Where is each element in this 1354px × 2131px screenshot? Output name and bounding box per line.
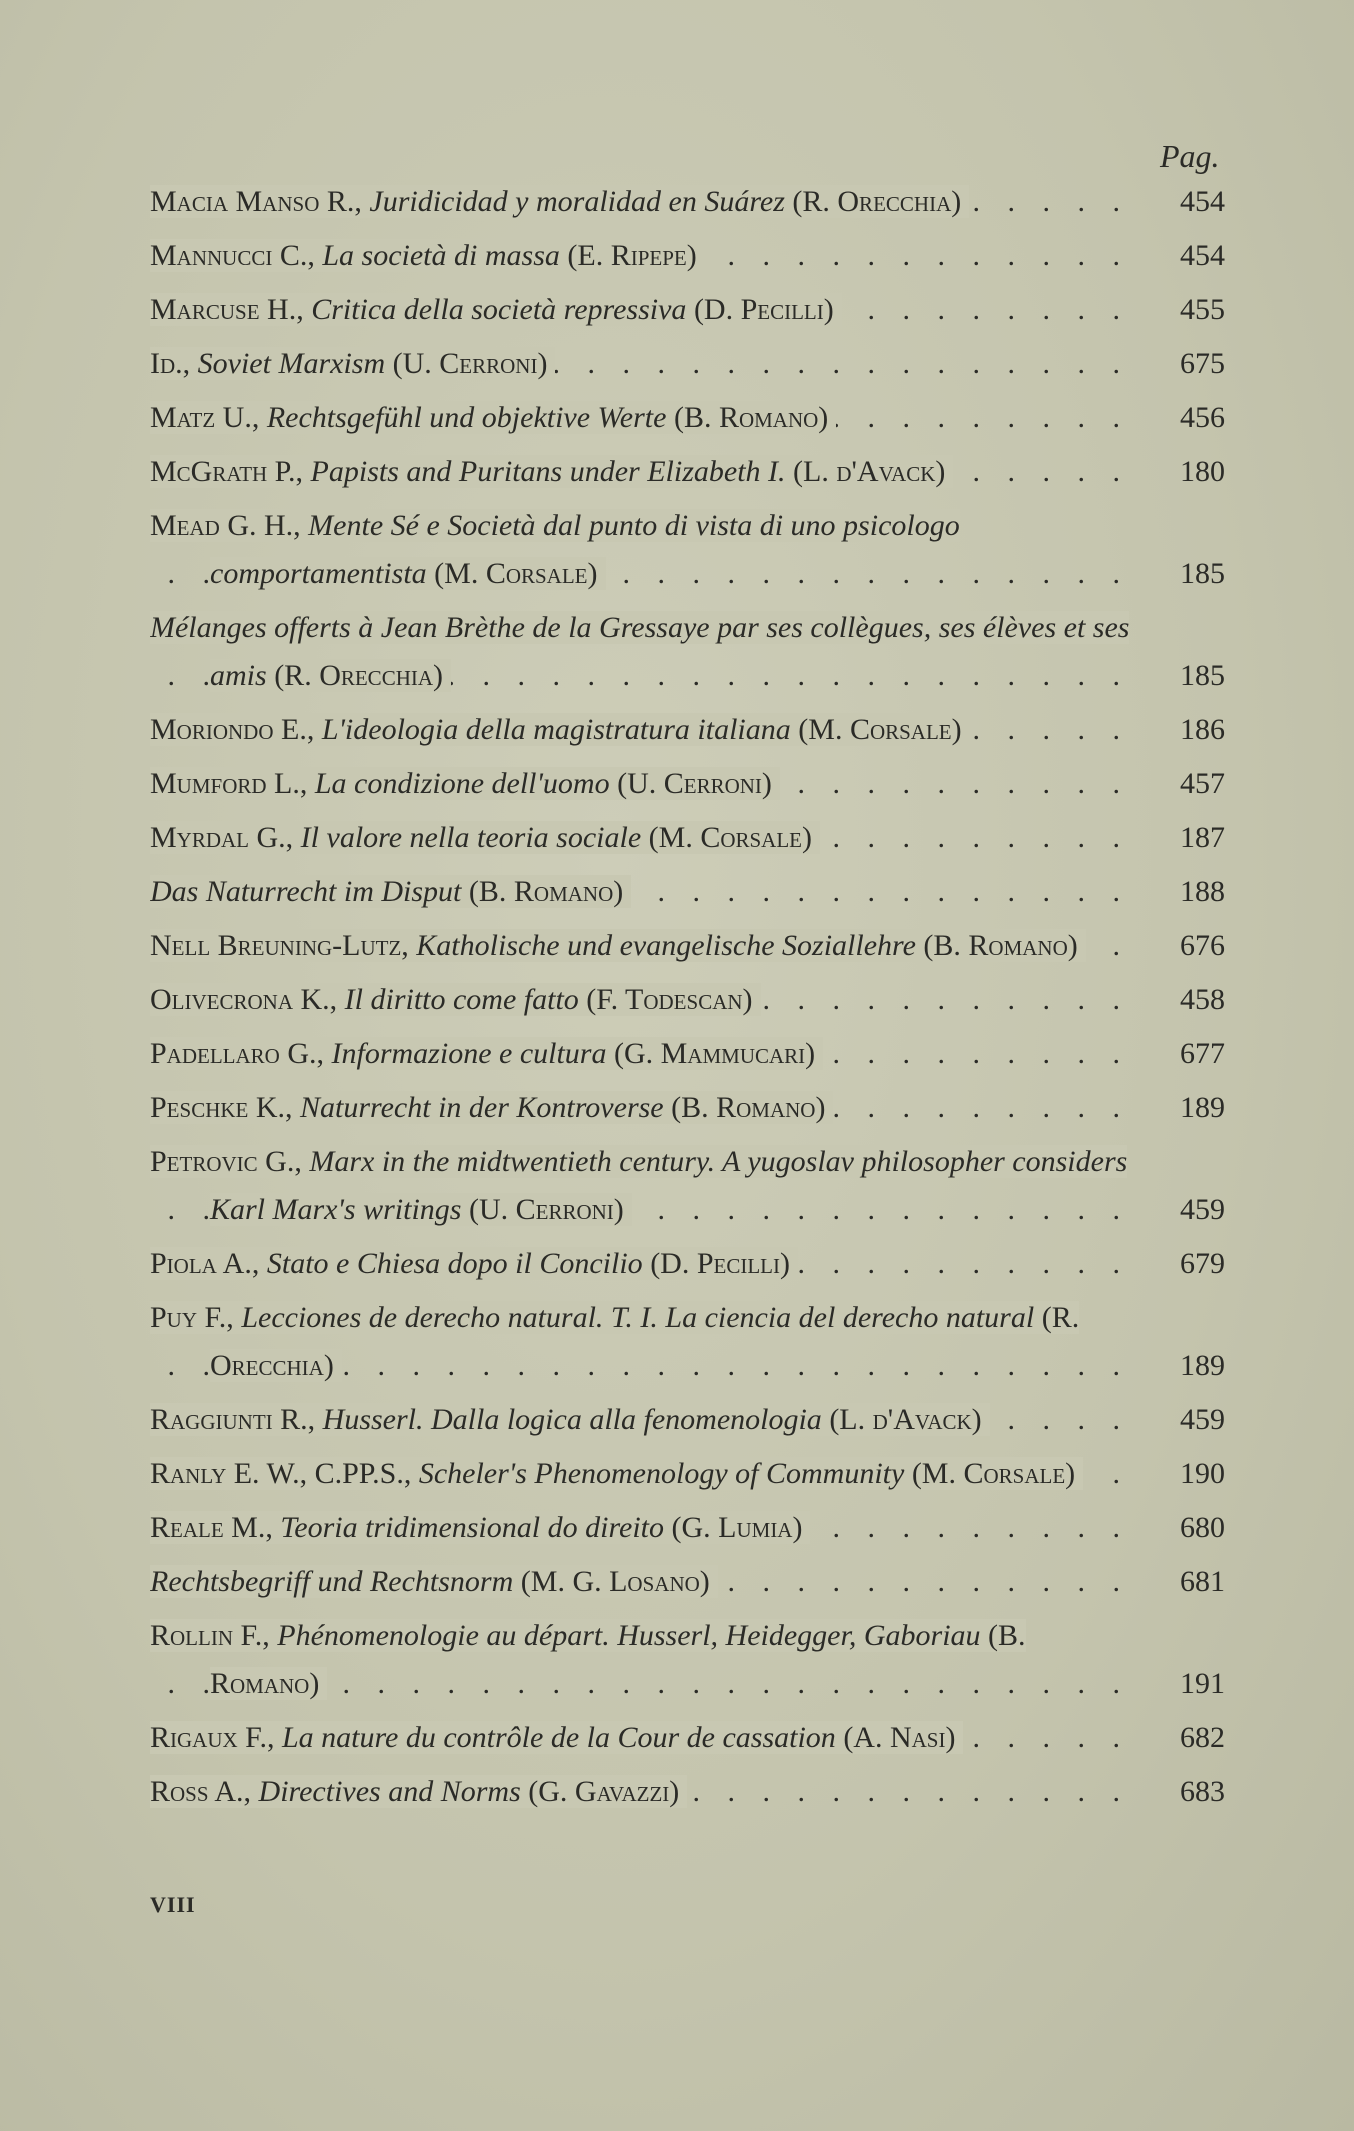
entry-page-number: 191 (1180, 1667, 1225, 1700)
entry-page-number: 455 (1180, 293, 1225, 326)
entry-text (150, 347, 555, 380)
entry-page-number: 456 (1180, 401, 1225, 434)
entry-title: L'ideologia della magistratura italiana (321, 713, 791, 746)
entry-reviewer: (B. Romano) (673, 401, 829, 434)
entry-page-number: 457 (1180, 767, 1225, 800)
entry-page-number: 187 (1180, 821, 1225, 854)
entry-page-number: 189 (1180, 1091, 1225, 1124)
entry-title: Papists and Puritans under Elizabeth I. (310, 455, 786, 488)
entry-text (150, 767, 780, 800)
entry-author: Mannucci C., (150, 239, 315, 272)
index-entry (150, 1030, 1225, 1078)
entry-text (150, 1721, 963, 1754)
entry-text (150, 293, 842, 326)
entry-reviewer: (M. Corsale) (911, 1457, 1076, 1490)
entry-text (150, 509, 960, 590)
entry-title: Il diritto come fatto (344, 983, 579, 1016)
index-entry (150, 1714, 1225, 1762)
index-entry (150, 868, 1225, 916)
entry-page-number: 675 (1180, 347, 1225, 380)
entry-reviewer: (G. Mammucari) (613, 1037, 816, 1070)
entry-title: Soviet Marxism (197, 347, 386, 380)
entry-title: Lecciones de derecho natural. T. I. La ciencia del derecho natural (241, 1301, 1035, 1334)
entry-title: Mélanges offerts à Jean Brèthe de la Gressaye par ses collègues, ses élèves et ses amis (150, 611, 1130, 692)
entry-author: Olivecrona K., (150, 983, 338, 1016)
entry-text (150, 1565, 718, 1598)
entry-page-number: 459 (1180, 1193, 1225, 1226)
entry-author: Nell Breuning-Lutz, (150, 929, 409, 962)
entry-text (150, 1037, 823, 1070)
entry-reviewer: (G. Lumia) (671, 1511, 803, 1544)
entry-author: Raggiunti R., (150, 1403, 316, 1436)
entry-author: Petrovic G., (150, 1145, 302, 1178)
entry-page-number: 185 (1180, 659, 1225, 692)
entry-author: Matz U., (150, 401, 260, 434)
entry-reviewer: (M. Corsale) (648, 821, 812, 854)
entry-author: Mead G. H., (150, 509, 301, 542)
entry-text (150, 875, 631, 908)
entry-author: Macia Manso R., (150, 185, 362, 218)
entry-reviewer: (G. Gavazzi) (528, 1775, 680, 1808)
entry-title: Das Naturrecht im Disput (150, 875, 462, 908)
page-column-label: Pag. (1160, 138, 1220, 174)
entry-author: Ross A., (150, 1775, 252, 1808)
index-entry (150, 286, 1225, 334)
index-entry (150, 604, 1225, 700)
entry-reviewer: (R. Orecchia) (792, 185, 962, 218)
entry-text (150, 1457, 1083, 1490)
entry-author: Peschke K., (150, 1091, 293, 1124)
review-index-list (150, 178, 1225, 1822)
index-entry (150, 1768, 1225, 1816)
entry-page-number: 677 (1180, 1037, 1225, 1070)
entry-author: Myrdal G., (150, 821, 294, 854)
entry-reviewer: (D. Pecilli) (650, 1247, 790, 1280)
entry-text (150, 185, 969, 218)
entry-text (150, 455, 953, 488)
index-entry (150, 232, 1225, 280)
entry-title: Rechtsbegriff und Rechtsnorm (150, 1565, 514, 1598)
entry-text (150, 611, 1129, 692)
entry-author: Puy F., (150, 1301, 234, 1334)
entry-text (150, 983, 761, 1016)
entry-reviewer: (U. Cerroni) (617, 767, 772, 800)
entry-page-number: 180 (1180, 455, 1225, 488)
entry-reviewer: (M. Corsale) (798, 713, 962, 746)
entry-text (150, 821, 820, 854)
index-entry (150, 814, 1225, 862)
entry-page-number: 188 (1180, 875, 1225, 908)
entry-reviewer: (E. Ripepe) (567, 239, 697, 272)
entry-text (150, 401, 836, 434)
entry-author: McGrath P., (150, 455, 304, 488)
entry-author: Ranly E. W., C.PP.S., (150, 1457, 412, 1490)
entry-text (150, 1091, 833, 1124)
entry-page-number: 679 (1180, 1247, 1225, 1280)
index-entry (150, 1396, 1225, 1444)
entry-page-number: 680 (1180, 1511, 1225, 1544)
entry-page-number: 190 (1180, 1457, 1225, 1490)
entry-page-number: 459 (1180, 1403, 1225, 1436)
entry-reviewer: (R. Orecchia) (274, 659, 444, 692)
entry-title: Rechtsgefühl und objektive Werte (266, 401, 667, 434)
entry-author: Reale M., (150, 1511, 273, 1544)
entry-reviewer: (R. Orecchia) (210, 1301, 1080, 1382)
index-entry (150, 1138, 1225, 1234)
entry-author: Piola A., (150, 1247, 260, 1280)
entry-text (150, 1247, 798, 1280)
index-entry (150, 922, 1225, 970)
entry-title: Stato e Chiesa dopo il Concilio (266, 1247, 643, 1280)
entry-page-number: 454 (1180, 185, 1225, 218)
entry-title: Marx in the midtwentieth century. A yugoslav philosopher considers Karl Marx's writings (210, 1145, 1128, 1226)
entry-page-number: 682 (1180, 1721, 1225, 1754)
index-entry (150, 178, 1225, 226)
entry-page-number: 458 (1180, 983, 1225, 1016)
index-entry (150, 1240, 1225, 1288)
entry-title: Katholische und evangelische Soziallehre (416, 929, 916, 962)
entry-reviewer: (D. Pecilli) (693, 293, 834, 326)
entry-text (150, 1775, 687, 1808)
index-entry (150, 1450, 1225, 1498)
entry-reviewer: (U. Cerroni) (392, 347, 548, 380)
entry-page-number: 189 (1180, 1349, 1225, 1382)
entry-page-number: 681 (1180, 1565, 1225, 1598)
entry-title: Naturrecht in der Kontroverse (300, 1091, 664, 1124)
entry-title: La società di massa (322, 239, 560, 272)
entry-page-number: 683 (1180, 1775, 1225, 1808)
index-entry (150, 340, 1225, 388)
page-folio: VIII (150, 1892, 196, 1917)
entry-text (150, 929, 1086, 962)
entry-author: Moriondo E., (150, 713, 315, 746)
entry-reviewer: (M. G. Losano) (520, 1565, 710, 1598)
entry-reviewer: (L. d'Avack) (829, 1403, 982, 1436)
entry-reviewer: (A. Nasi) (843, 1721, 956, 1754)
entry-title: Informazione e cultura (331, 1037, 607, 1070)
entry-title: Scheler's Phenomenology of Community (418, 1457, 905, 1490)
index-entry (150, 502, 1225, 598)
index-entry (150, 448, 1225, 496)
index-entry (150, 1612, 1225, 1708)
index-entry (150, 1504, 1225, 1552)
entry-author: Rollin F., (150, 1619, 270, 1652)
entry-author: Marcuse H., (150, 293, 304, 326)
entry-page-number: 185 (1180, 557, 1225, 590)
index-entry (150, 706, 1225, 754)
entry-title: Juridicidad y moralidad en Suárez (369, 185, 785, 218)
entry-text (150, 239, 705, 272)
entry-title: Directives and Norms (258, 1775, 521, 1808)
entry-title: Teoria tridimensional do direito (280, 1511, 664, 1544)
entry-text (150, 1301, 1079, 1382)
entry-reviewer: (U. Cerroni) (468, 1193, 624, 1226)
entry-page-number: 676 (1180, 929, 1225, 962)
entry-reviewer: (M. Corsale) (434, 557, 598, 590)
entry-text (150, 1619, 1026, 1700)
entry-author: Id., (150, 347, 191, 380)
entry-text (150, 1511, 810, 1544)
index-entry (150, 394, 1225, 442)
entry-reviewer: (B. Romano) (923, 929, 1078, 962)
entry-title: Phénomenologie au départ. Husserl, Heidegger, Gaboriau (277, 1619, 981, 1652)
entry-page-number: 186 (1180, 713, 1225, 746)
entry-title: La condizione dell'uomo (314, 767, 610, 800)
entry-text (150, 1145, 1127, 1226)
entry-title: Mente Sé e Società dal punto di vista di uno psicologo comportamentista (210, 509, 960, 590)
entry-reviewer: (B. Romano) (468, 875, 624, 908)
entry-reviewer: (B. Romano) (671, 1091, 826, 1124)
entry-text (150, 713, 970, 746)
entry-title: Husserl. Dalla logica alla fenomenologia (322, 1403, 822, 1436)
index-entry (150, 760, 1225, 808)
entry-author: Padellaro G., (150, 1037, 325, 1070)
entry-reviewer: (L. d'Avack) (793, 455, 946, 488)
index-entry (150, 1558, 1225, 1606)
entry-text (150, 1403, 990, 1436)
index-entry (150, 1294, 1225, 1390)
entry-title: Critica della società repressiva (311, 293, 687, 326)
entry-author: Rigaux F., (150, 1721, 275, 1754)
entry-reviewer: (B. Romano) (210, 1619, 1026, 1700)
index-entry (150, 976, 1225, 1024)
entry-title: La nature du contrôle de la Cour de cassation (281, 1721, 836, 1754)
entry-title: Il valore nella teoria sociale (300, 821, 642, 854)
entry-author: Mumford L., (150, 767, 308, 800)
index-entry (150, 1084, 1225, 1132)
entry-page-number: 454 (1180, 239, 1225, 272)
entry-reviewer: (F. Todescan) (586, 983, 753, 1016)
